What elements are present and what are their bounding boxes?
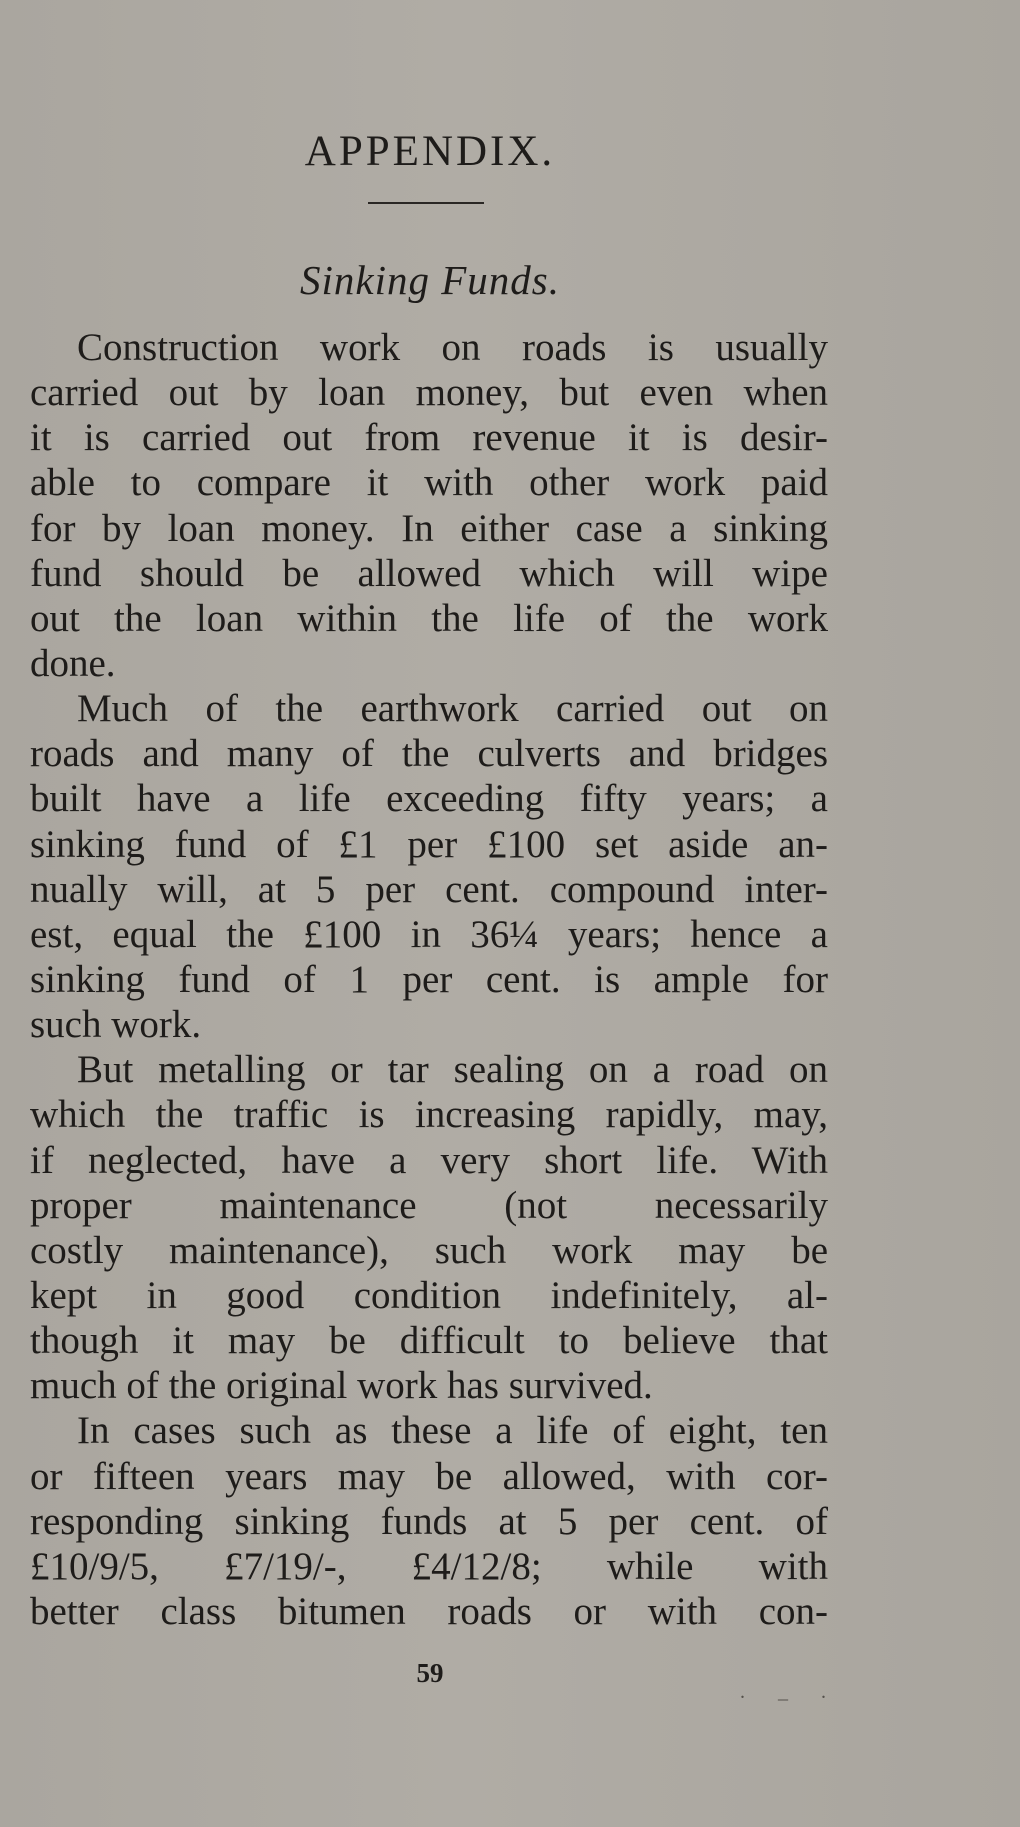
text-line: able to compare it with other work paid xyxy=(30,461,828,505)
text-line: costly maintenance), such work may be xyxy=(30,1228,828,1272)
appendix-heading: APPENDIX. xyxy=(304,128,556,175)
text-line: sinking fund of 1 per cent. is ample for xyxy=(30,957,828,1001)
text-line: though it may be difficult to believe that xyxy=(30,1319,828,1363)
text-line: proper maintenance (not necessarily xyxy=(30,1183,828,1227)
text-line: which the traffic is increasing rapidly, may, xyxy=(30,1093,828,1137)
text-line: sinking fund of £1 per £100 set aside an- xyxy=(30,822,828,866)
text-line: kept in good condition indefinitely, al- xyxy=(30,1273,828,1317)
text-line: nually will, at 5 per cent. compound inter- xyxy=(30,867,828,911)
text-line: But metalling or tar sealing on a road on xyxy=(77,1048,828,1092)
text-line: such work. xyxy=(30,1003,202,1047)
text-line: done. xyxy=(30,641,116,685)
text-line: carried out by loan money, but even when xyxy=(30,371,828,415)
text-line: it is carried out from revenue it is desir- xyxy=(30,416,828,460)
text-line: Much of the earthwork carried out on xyxy=(77,687,828,731)
body-text xyxy=(30,325,828,1634)
section-subheading: Sinking Funds. xyxy=(300,257,560,303)
text-line: or fifteen years may be allowed, with cor- xyxy=(30,1454,828,1498)
text-line: built have a life exceeding fifty years; a xyxy=(30,777,828,821)
text-line: much of the original work has survived. xyxy=(30,1364,653,1408)
text-line: fund should be allowed which will wipe xyxy=(30,551,828,595)
text-line: Construction work on roads is usually xyxy=(77,326,828,369)
text-line: est, equal the £100 in 36¼ years; hence a xyxy=(30,912,828,956)
text-line: responding sinking funds at 5 per cent. of xyxy=(30,1499,828,1543)
heading-rule xyxy=(368,202,484,204)
page-number: 59 xyxy=(416,1658,444,1688)
text-line: for by loan money. In either case a sinking xyxy=(30,506,828,550)
text-line: out the loan within the life of the work xyxy=(30,596,828,640)
text-line: if neglected, have a very short life. With xyxy=(30,1138,828,1182)
text-line: better class bitumen roads or with con- xyxy=(30,1589,828,1633)
paper-specks: . _ . xyxy=(740,1681,840,1703)
text-line: roads and many of the culverts and bridges xyxy=(30,732,828,776)
text-line: In cases such as these a life of eight, ten xyxy=(77,1409,828,1453)
text-line: £10/9/5, £7/19/-, £4/12/8; while with xyxy=(30,1544,828,1588)
